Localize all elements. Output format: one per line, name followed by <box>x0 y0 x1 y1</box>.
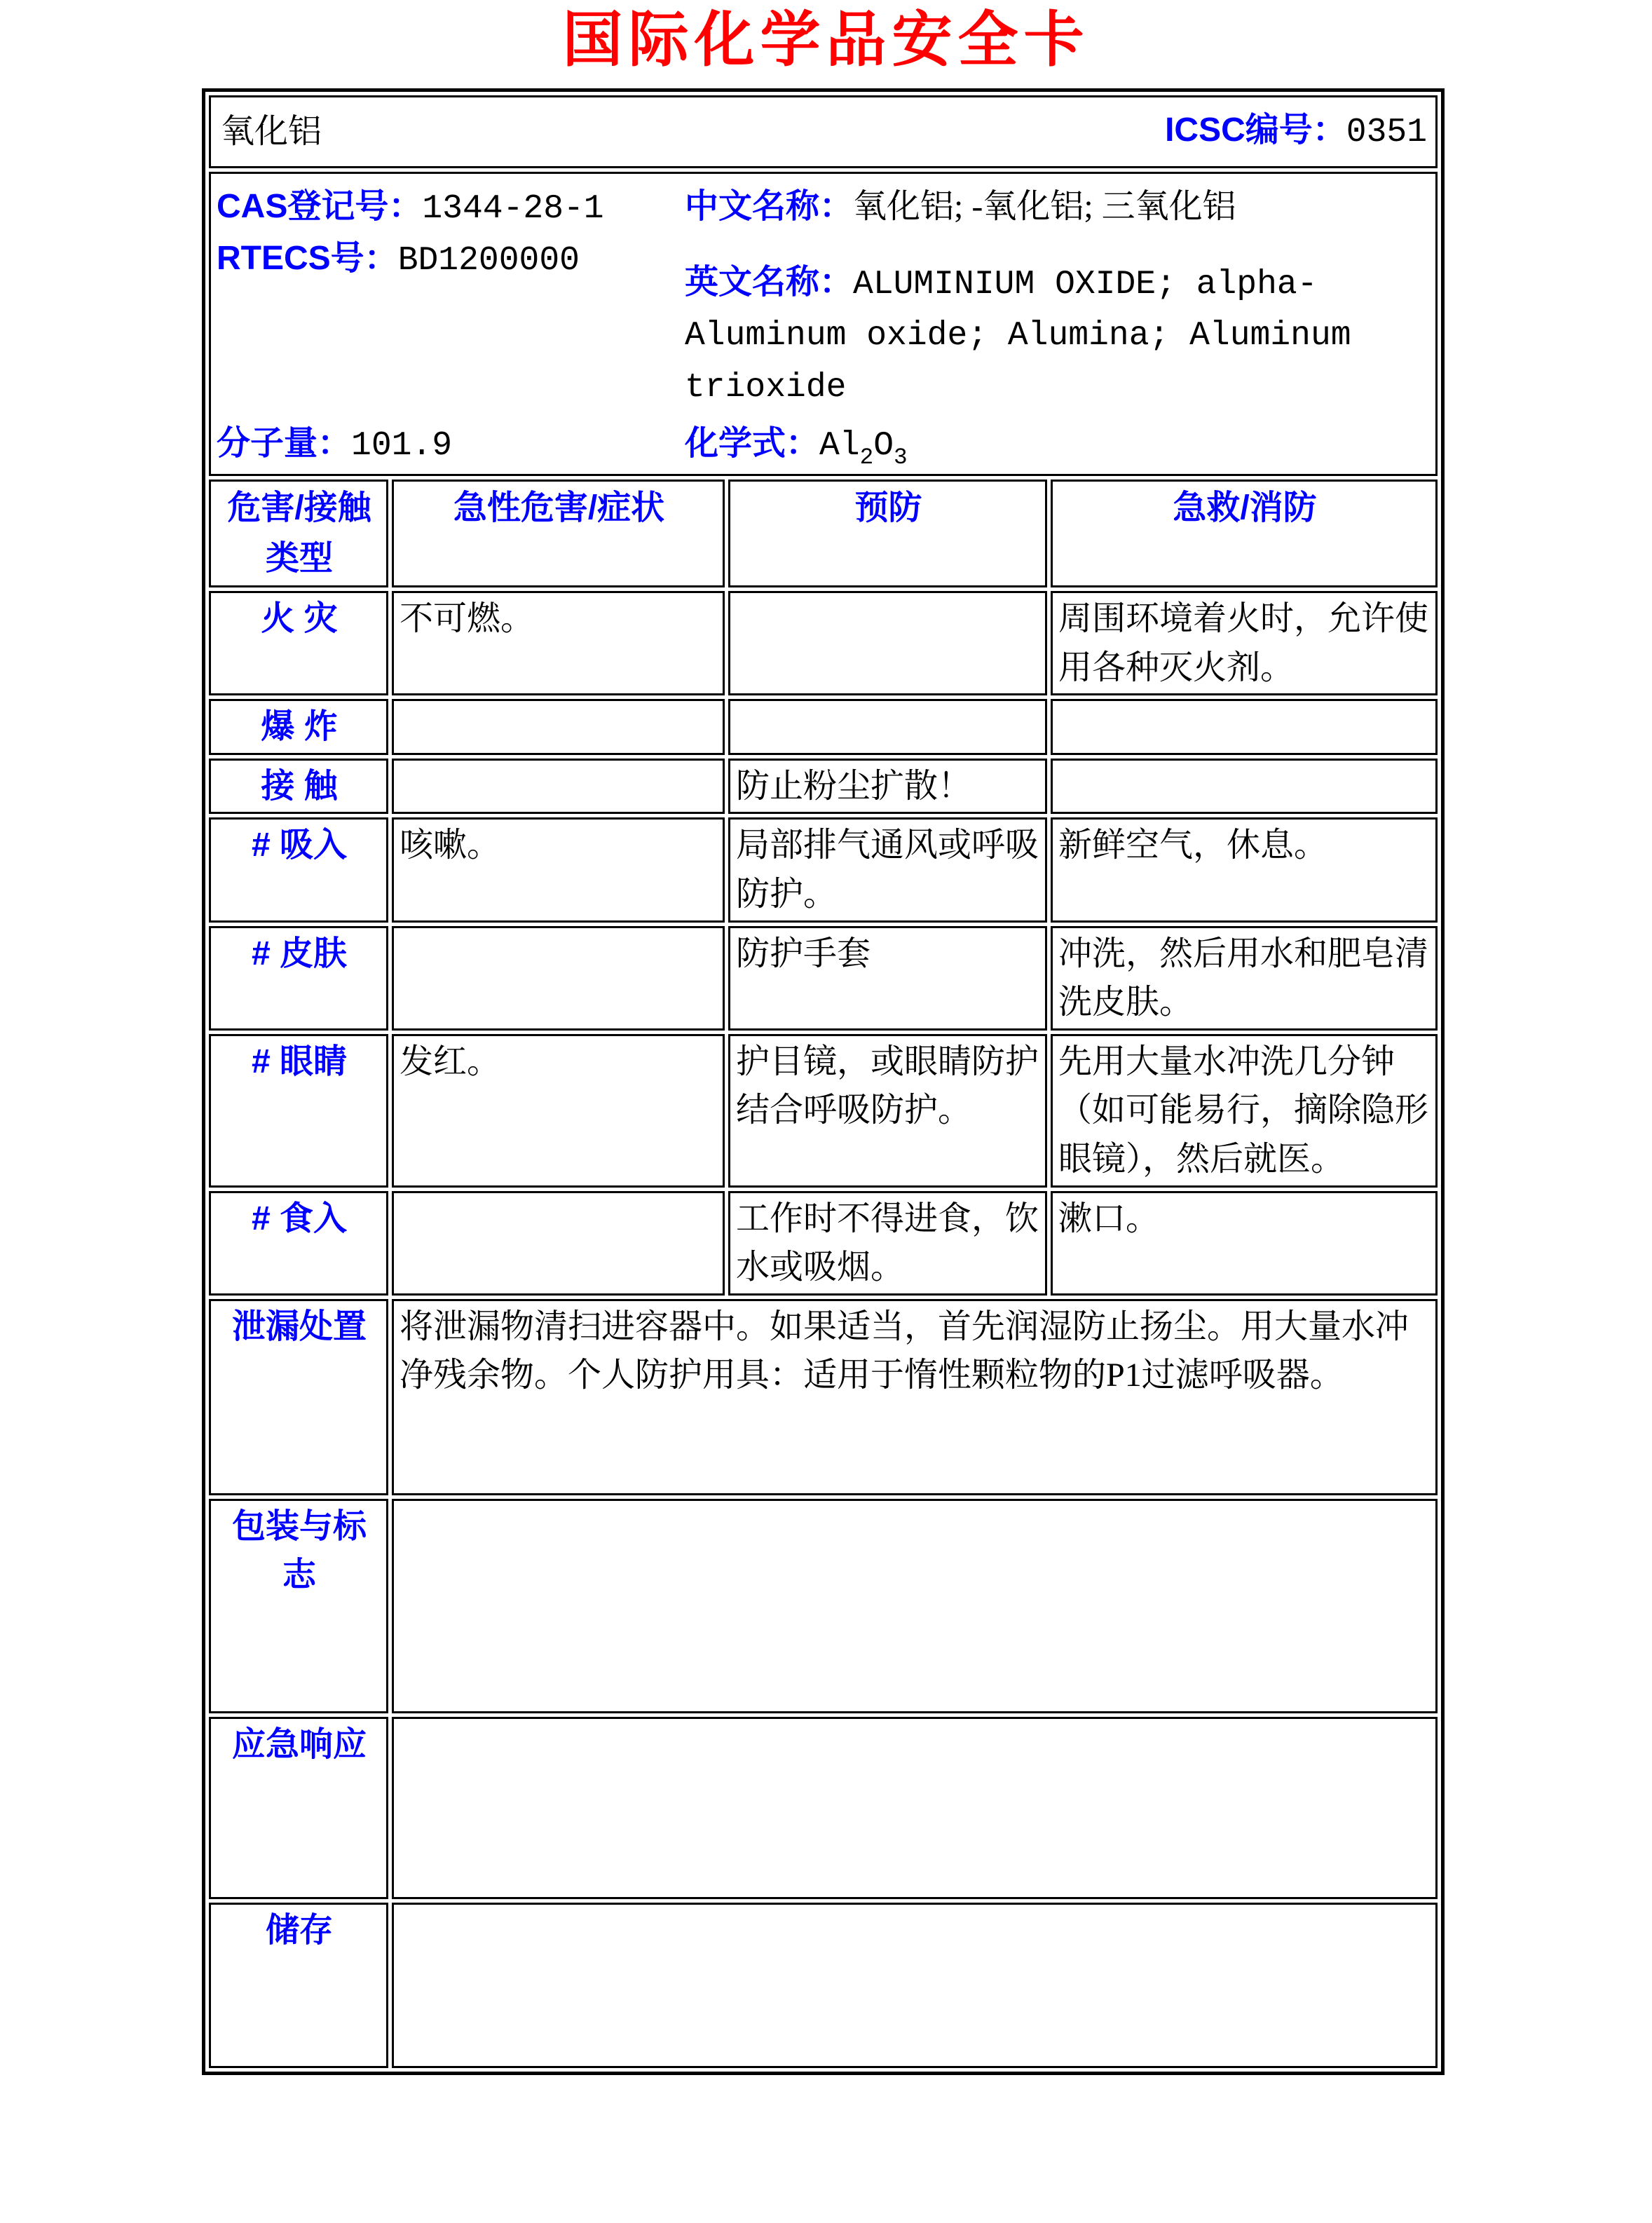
hazard-header-prevention: 预防 <box>728 480 1047 587</box>
cn-name-label: 中文名称： <box>685 188 854 225</box>
icsc-number-label: ICSC编号： <box>1165 111 1346 149</box>
hazard-header-row <box>209 480 1438 587</box>
card-header-cell <box>209 95 1438 168</box>
skin-prevention: 防护手套 <box>728 926 1047 1031</box>
hazard-row-ingestion <box>209 1191 1438 1296</box>
rtecs-number <box>217 234 685 286</box>
hazard-row-skin <box>209 926 1438 1031</box>
english-name <box>685 234 1431 413</box>
cas-number <box>217 182 685 234</box>
rtecs-and-en-name-line <box>217 234 1431 413</box>
cas-value: 1344-28-1 <box>422 190 604 228</box>
row-label-contact: 接 触 <box>209 759 388 815</box>
explosion-first-aid <box>1051 699 1438 755</box>
storage-content <box>392 1903 1438 2068</box>
section-row-spill-disposal <box>209 1299 1438 1495</box>
formula-label: 化学式： <box>685 425 820 463</box>
page-title: 国际化学品安全卡 <box>562 6 1090 74</box>
hazard-row-eyes <box>209 1034 1438 1188</box>
packaging-content <box>392 1499 1438 1713</box>
fire-symptoms: 不可燃。 <box>392 591 725 695</box>
cn-name-value: 氧化铝; -氧化铝; 三氧化铝 <box>853 188 1236 225</box>
row-label-packaging: 包装与标志 <box>209 1499 388 1713</box>
identification-cell <box>209 172 1438 476</box>
hazard-row-fire <box>209 591 1438 695</box>
hazard-row-contact <box>209 759 1438 815</box>
hazard-header-symptoms: 急性危害/症状 <box>392 480 725 587</box>
substance-name: 氧化铝 <box>221 113 322 151</box>
inhalation-symptoms: 咳嗽。 <box>392 817 725 922</box>
eyes-prevention: 护目镜，或眼睛防护结合呼吸防护。 <box>728 1034 1047 1188</box>
identification-row <box>209 172 1438 476</box>
ingestion-prevention: 工作时不得进食，饮水或吸烟。 <box>728 1191 1047 1296</box>
explosion-symptoms <box>392 699 725 755</box>
explosion-prevention <box>728 699 1047 755</box>
row-label-storage: 储存 <box>209 1903 388 2068</box>
contact-prevention: 防止粉尘扩散！ <box>728 759 1047 815</box>
contact-symptoms <box>392 759 725 815</box>
formula-value: $Al_2O_3$ <box>819 427 908 471</box>
hazard-header-firstaid: 急救/消防 <box>1051 480 1438 587</box>
mw-and-formula-line <box>217 419 1431 476</box>
row-label-explosion: 爆 炸 <box>209 699 388 755</box>
molecular-weight <box>217 419 685 471</box>
hazard-header-type: 危害/接触类型 <box>209 480 388 587</box>
card-header-row <box>209 95 1438 168</box>
chinese-name <box>685 182 1431 231</box>
safety-card-table <box>202 88 1445 2075</box>
cas-and-cn-name-line <box>217 182 1431 234</box>
section-row-storage <box>209 1903 1438 2068</box>
row-label-emergency-response: 应急响应 <box>209 1717 388 1899</box>
row-label-spill-disposal: 泄漏处置 <box>209 1299 388 1495</box>
chemical-formula <box>685 419 1431 471</box>
contact-first-aid <box>1051 759 1438 815</box>
emergency-response-content <box>392 1717 1438 1899</box>
skin-first-aid: 冲洗，然后用水和肥皂清洗皮肤。 <box>1051 926 1438 1031</box>
row-label-eyes: # 眼睛 <box>209 1034 388 1188</box>
spill-disposal-content: 将泄漏物清扫进容器中。如果适当，首先润湿防止扬尘。用大量水冲净残余物。个人防护用具：适用于惰性颗粒物的P1过滤呼吸器。 <box>392 1299 1438 1495</box>
inhalation-prevention: 局部排气通风或呼吸防护。 <box>728 817 1047 922</box>
skin-symptoms <box>392 926 725 1031</box>
inhalation-first-aid: 新鲜空气，休息。 <box>1051 817 1438 922</box>
row-label-skin: # 皮肤 <box>209 926 388 1031</box>
rtecs-label: RTECS号： <box>217 239 398 277</box>
row-label-ingestion: # 食入 <box>209 1191 388 1296</box>
hazard-row-explosion <box>209 699 1438 755</box>
section-row-emergency-response <box>209 1717 1438 1899</box>
row-label-fire: 火 灾 <box>209 591 388 695</box>
en-name-label: 英文名称： <box>685 263 854 301</box>
mw-label: 分子量： <box>217 425 352 463</box>
icsc-number-value: 0351 <box>1346 114 1427 152</box>
eyes-first-aid: 先用大量水冲洗几分钟（如可能易行，摘除隐形眼镜），然后就医。 <box>1051 1034 1438 1188</box>
ingestion-first-aid: 漱口。 <box>1051 1191 1438 1296</box>
mw-value: 101.9 <box>351 427 453 465</box>
ingestion-symptoms <box>392 1191 725 1296</box>
cas-label: CAS登记号： <box>217 188 423 225</box>
hazard-row-inhalation <box>209 817 1438 922</box>
fire-prevention <box>728 591 1047 695</box>
eyes-symptoms: 发红。 <box>392 1034 725 1188</box>
en-name-value: ALUMINIUM OXIDE; alpha-Aluminum oxide; Alumina; Aluminum trioxide <box>685 265 1351 407</box>
icsc-number <box>1165 106 1427 158</box>
row-label-inhalation: # 吸入 <box>209 817 388 922</box>
fire-first-aid: 周围环境着火时，允许使用各种灭火剂。 <box>1051 591 1438 695</box>
rtecs-value: BD1200000 <box>397 241 580 280</box>
section-row-packaging <box>209 1499 1438 1713</box>
